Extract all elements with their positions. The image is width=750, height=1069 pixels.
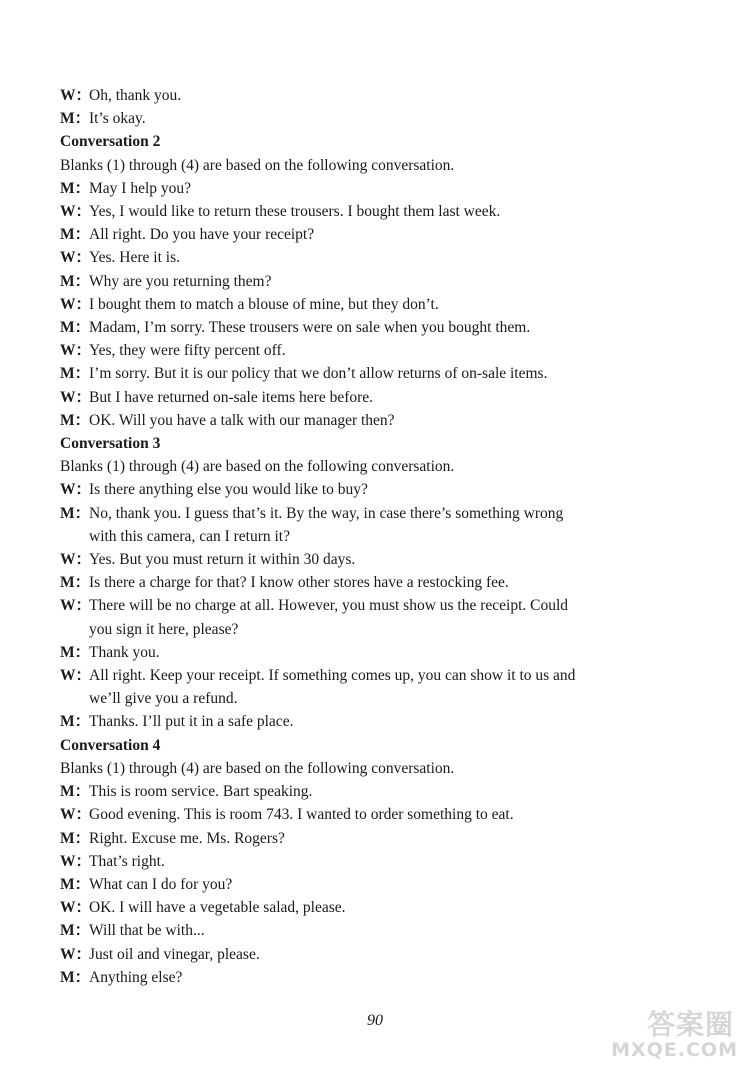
dialog-text: Yes, they were fifty percent off. — [89, 342, 286, 360]
speaker-label: M： — [60, 226, 91, 244]
dialog-line — [60, 710, 700, 733]
dialog-text: But I have returned on-sale items here before. — [89, 388, 374, 406]
speaker-label: W： — [60, 295, 92, 313]
speaker-label: W： — [60, 597, 92, 615]
dialog-text: Oh, thank you. — [89, 87, 182, 104]
dialog-text: All right. Do you have your receipt? — [89, 226, 315, 244]
transcript-body — [60, 84, 700, 989]
conversation-intro: Blanks (1) through (4) are based on the following conversation. — [60, 759, 455, 777]
dialog-line — [60, 107, 700, 130]
page-number: 90 — [367, 1012, 383, 1029]
speaker-label: M： — [60, 713, 91, 731]
dialog-line — [60, 362, 700, 385]
dialog-line — [60, 850, 700, 873]
dialog-line — [60, 827, 700, 850]
speaker-label: M： — [60, 319, 91, 337]
speaker-label: M： — [60, 643, 91, 661]
dialog-text: Thank you. — [89, 643, 160, 661]
dialog-text: Thanks. I’ll put it in a safe place. — [89, 713, 294, 731]
dialog-text: Yes, I would like to return these trousers. I bought them last week. — [89, 203, 501, 221]
speaker-label: M： — [60, 968, 91, 986]
dialog-line — [60, 966, 700, 989]
dialog-line — [60, 270, 700, 293]
speaker-label: M： — [60, 110, 91, 128]
dialog-text: Yes. Here it is. — [89, 249, 180, 267]
dialog-line — [60, 594, 700, 640]
speaker-label: M： — [60, 922, 91, 940]
dialog-text-continued: with this camera, can I return it? — [89, 527, 290, 545]
speaker-label: W： — [60, 388, 92, 406]
speaker-label: M： — [60, 504, 91, 522]
speaker-label: M： — [60, 875, 91, 893]
dialog-text: Is there anything else you would like to buy? — [89, 481, 368, 499]
dialog-text: No, thank you. I guess that’s it. By the way, in case there’s something wrong — [89, 504, 564, 522]
dialog-line — [60, 316, 700, 339]
dialog-text: OK. Will you have a talk with our manager then? — [89, 411, 395, 429]
speaker-label: W： — [60, 945, 92, 963]
conversation-heading: Conversation 2 — [60, 133, 161, 151]
speaker-label: W： — [60, 852, 92, 870]
dialog-line — [60, 293, 700, 316]
dialog-text: I bought them to match a blouse of mine, but they don’t. — [89, 295, 439, 313]
dialog-line — [60, 200, 700, 223]
speaker-label: W： — [60, 203, 92, 221]
dialog-text: May I help you? — [89, 179, 192, 197]
dialog-line — [60, 177, 700, 200]
speaker-label: M： — [60, 365, 91, 383]
dialog-line — [60, 478, 700, 501]
dialog-line — [60, 641, 700, 664]
dialog-line — [60, 246, 700, 269]
dialog-text: All right. Keep your receipt. If something comes up, you can show it to us and — [89, 667, 576, 685]
dialog-line — [60, 896, 700, 919]
dialog-line — [60, 548, 700, 571]
dialog-text: Yes. But you must return it within 30 days. — [89, 551, 356, 569]
dialog-line — [60, 223, 700, 246]
dialog-line — [60, 803, 700, 826]
speaker-label: M： — [60, 574, 91, 592]
conversation-intro: Blanks (1) through (4) are based on the following conversation. — [60, 458, 455, 476]
dialog-text: There will be no charge at all. However, you must show us the receipt. Could — [89, 597, 569, 615]
conversation-heading: Conversation 3 — [60, 435, 161, 453]
dialog-text: OK. I will have a vegetable salad, please. — [89, 899, 346, 917]
dialog-line — [60, 386, 700, 409]
dialog-text: Good evening. This is room 743. I wanted to order something to eat. — [89, 806, 514, 824]
dialog-text: Why are you returning them? — [89, 272, 272, 290]
dialog-text: Will that be with... — [89, 922, 205, 940]
dialog-line — [60, 873, 700, 896]
dialog-text: It’s okay. — [89, 110, 146, 128]
dialog-text: That’s right. — [89, 852, 165, 870]
dialog-text: Madam, I’m sorry. These trousers were on sale when you bought them. — [89, 319, 531, 337]
speaker-label: M： — [60, 179, 91, 197]
dialog-line — [60, 502, 700, 548]
dialog-text-continued: you sign it here, please? — [89, 620, 239, 638]
speaker-label: M： — [60, 829, 91, 847]
dialog-line — [60, 664, 700, 710]
dialog-text: Right. Excuse me. Ms. Rogers? — [89, 829, 285, 847]
dialog-line — [60, 409, 700, 432]
dialog-line — [60, 571, 700, 594]
dialog-text: I’m sorry. But it is our policy that we don’t allow returns of on-sale items. — [89, 365, 548, 383]
dialog-text-continued: we’ll give you a refund. — [89, 690, 238, 708]
dialog-line — [60, 943, 700, 966]
speaker-label: M： — [60, 272, 91, 290]
speaker-label: W： — [60, 551, 92, 569]
dialog-line — [60, 84, 700, 107]
dialog-text: Anything else? — [89, 968, 183, 986]
speaker-label: W： — [60, 806, 92, 824]
speaker-label: M： — [60, 783, 91, 801]
dialog-line — [60, 919, 700, 942]
dialog-text: What can I do for you? — [89, 875, 233, 893]
dialog-line — [60, 339, 700, 362]
speaker-label: M： — [60, 411, 91, 429]
speaker-label: W： — [60, 87, 92, 104]
speaker-label: W： — [60, 667, 92, 685]
dialog-text: Just oil and vinegar, please. — [89, 945, 260, 963]
dialog-text: Is there a charge for that? I know other stores have a restocking fee. — [89, 574, 509, 592]
dialog-text: This is room service. Bart speaking. — [89, 783, 313, 801]
watermark-bottom-text: MXQE.COM — [611, 1039, 738, 1061]
speaker-label: W： — [60, 899, 92, 917]
speaker-label: W： — [60, 249, 92, 267]
watermark-logo — [602, 1001, 742, 1061]
speaker-label: W： — [60, 481, 92, 499]
conversation-intro: Blanks (1) through (4) are based on the following conversation. — [60, 156, 455, 174]
speaker-label: W： — [60, 342, 92, 360]
dialog-line — [60, 780, 700, 803]
conversation-heading: Conversation 4 — [60, 736, 161, 754]
watermark-top-text: 答案圈 — [646, 1008, 734, 1041]
